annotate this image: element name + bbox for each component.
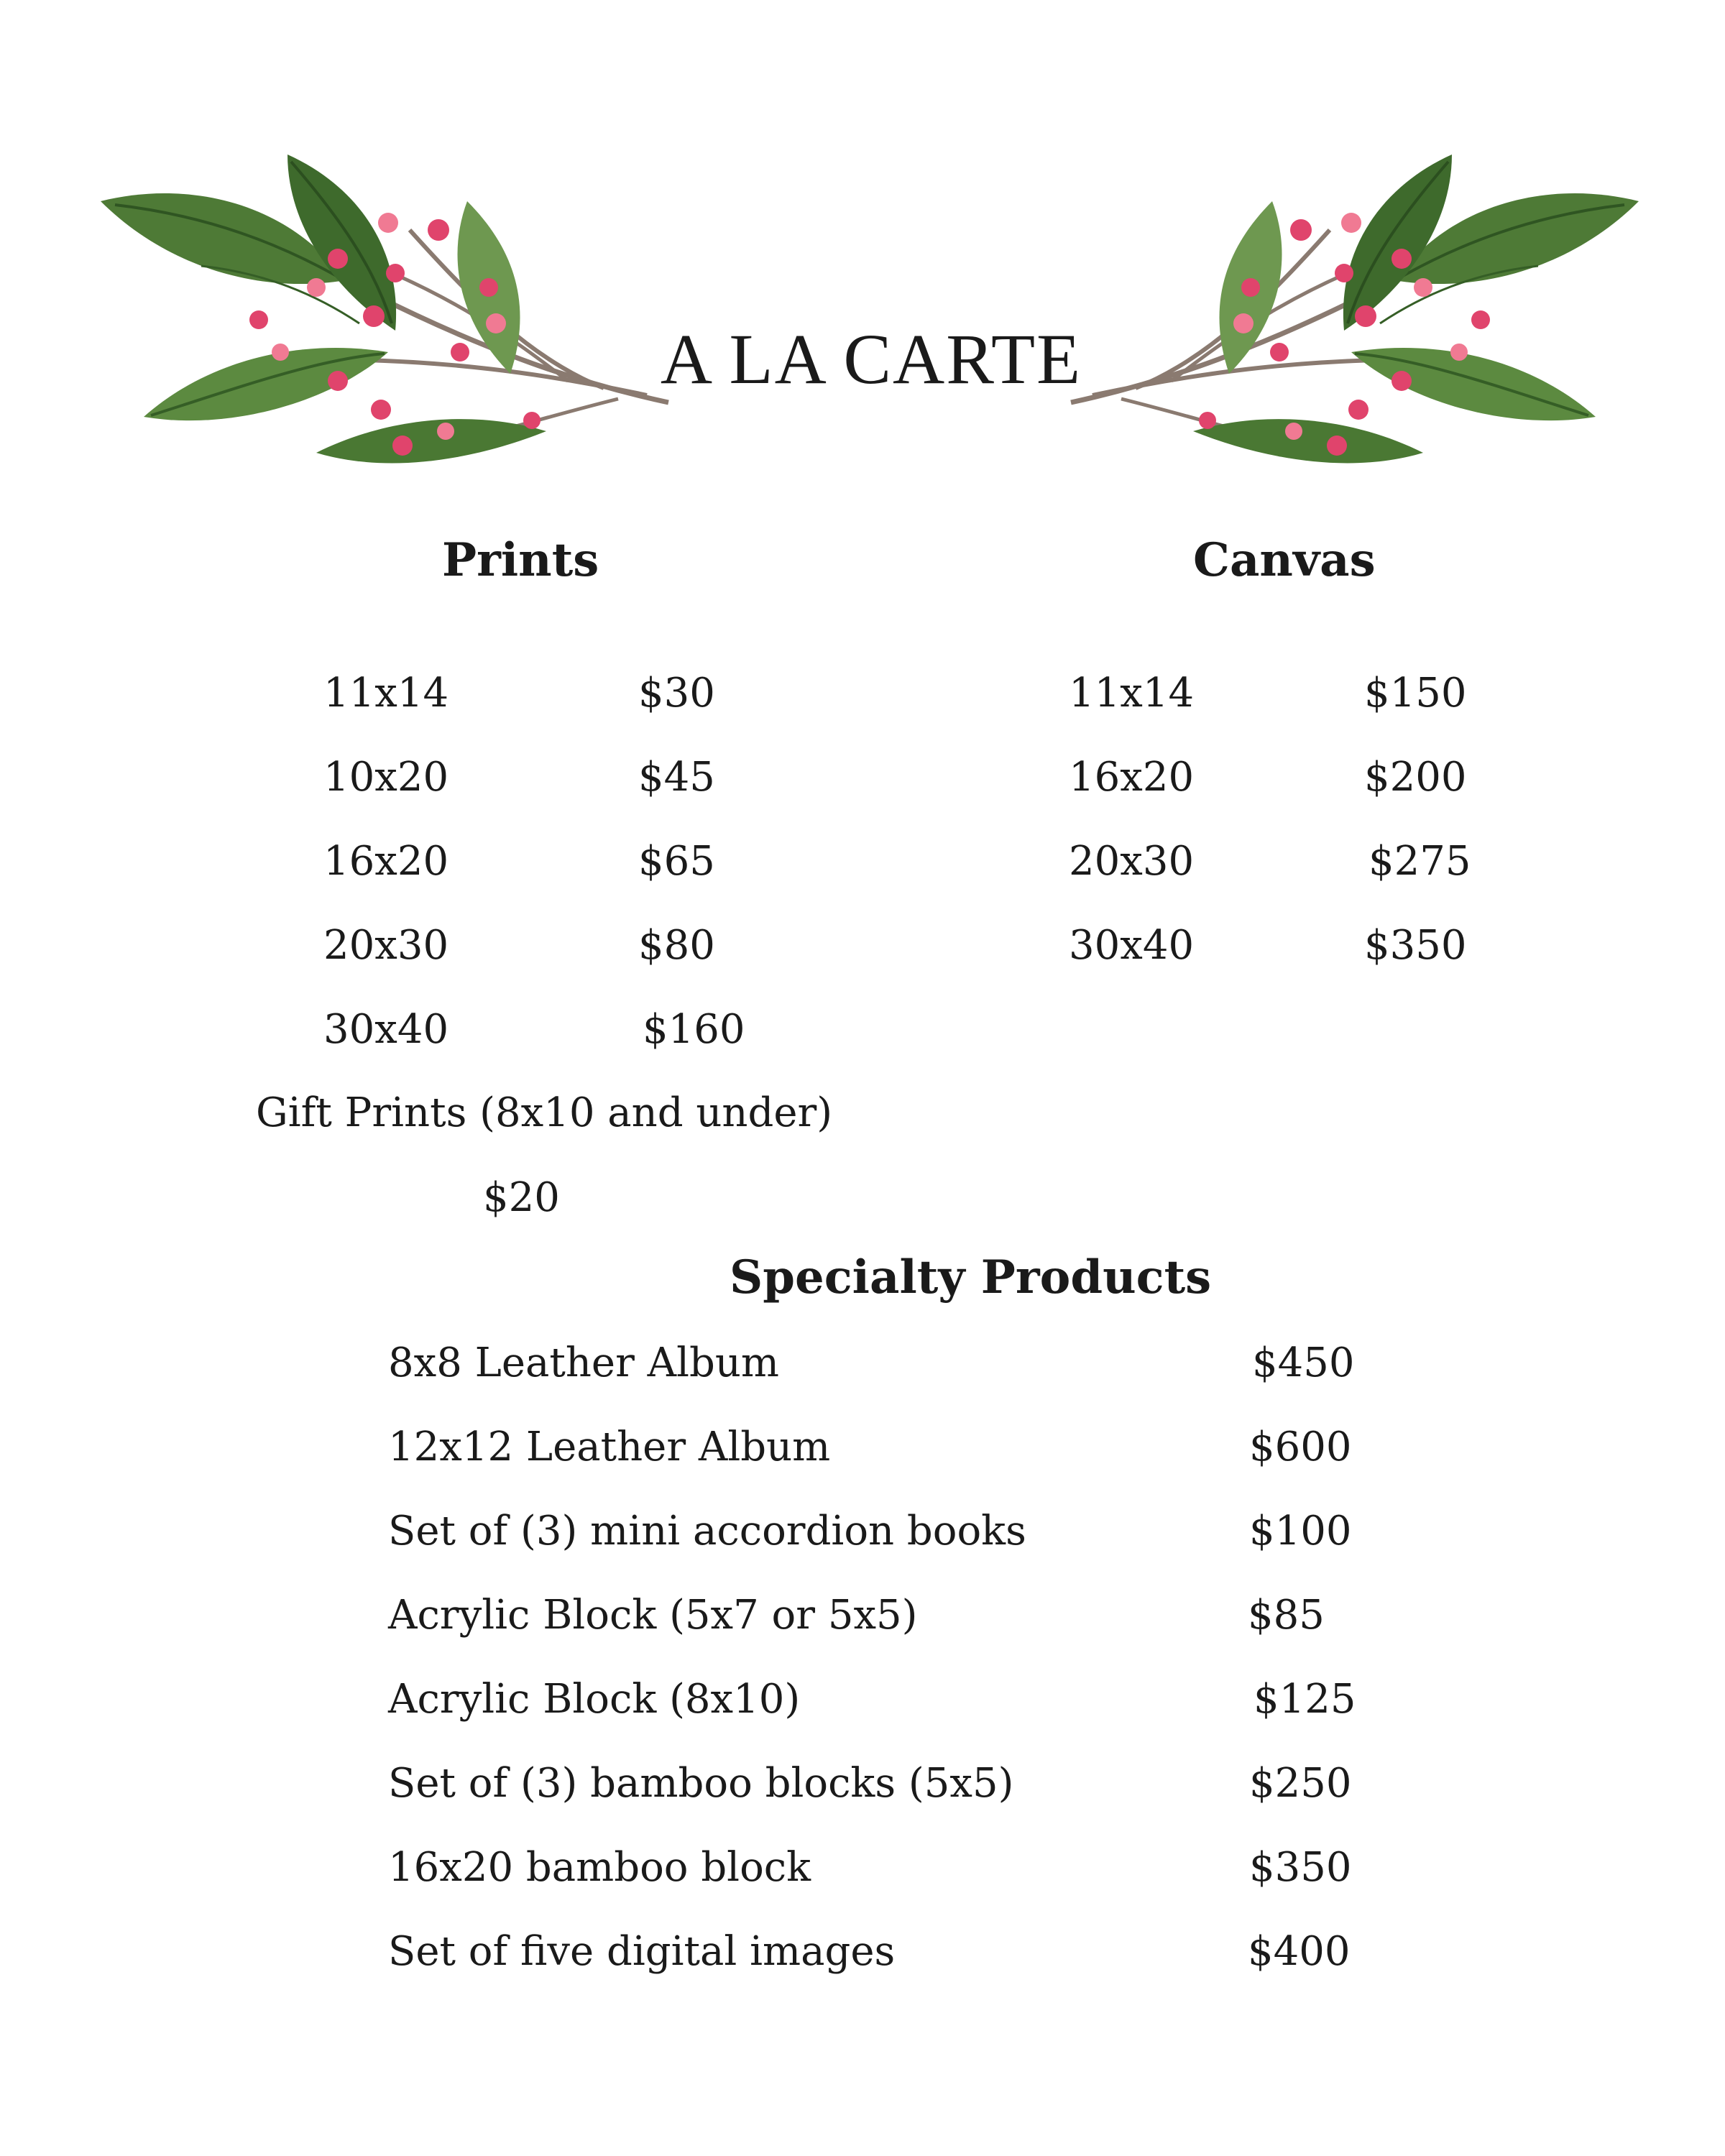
prints-item-price: $80: [638, 922, 715, 969]
canvas-item-size: 30x40: [1069, 922, 1195, 969]
specialty-item-price: $125: [1254, 1676, 1356, 1723]
prints-heading: Prints: [442, 533, 599, 587]
canvas-item-size: 11x14: [1069, 670, 1195, 717]
prints-item-price: $160: [643, 1006, 745, 1053]
prints-item-size: 16x20: [323, 838, 449, 885]
canvas-item-price: $350: [1364, 922, 1467, 969]
specialty-item-price: $85: [1248, 1592, 1325, 1639]
prints-item-price: $30: [638, 670, 715, 717]
gift-prints-price: $20: [483, 1174, 560, 1221]
prints-item-price: $45: [638, 754, 715, 801]
canvas-item-price: $200: [1364, 754, 1467, 801]
specialty-item-name: 8x8 Leather Album: [388, 1340, 780, 1386]
specialty-item-name: Set of (3) mini accordion books: [388, 1508, 1026, 1554]
canvas-item-size: 16x20: [1069, 754, 1195, 801]
specialty-item-name: 16x20 bamboo block: [388, 1844, 811, 1891]
specialty-heading: Specialty Products: [730, 1250, 1212, 1304]
specialty-item-price: $400: [1248, 1928, 1351, 1975]
canvas-item-price: $275: [1368, 838, 1471, 885]
specialty-item-price: $100: [1249, 1508, 1352, 1554]
specialty-item-name: Acrylic Block (5x7 or 5x5): [388, 1592, 918, 1639]
canvas-heading: Canvas: [1193, 533, 1376, 587]
specialty-item-name: Set of (3) bamboo blocks (5x5): [388, 1760, 1014, 1807]
specialty-item-name: Set of five digital images: [388, 1928, 896, 1975]
prints-item-price: $65: [638, 838, 715, 885]
specialty-item-price: $350: [1249, 1844, 1352, 1891]
prints-item-size: 30x40: [323, 1006, 449, 1053]
canvas-item-size: 20x30: [1069, 838, 1195, 885]
canvas-item-price: $150: [1364, 670, 1467, 717]
specialty-item-name: Acrylic Block (8x10): [388, 1676, 801, 1723]
specialty-item-price: $250: [1249, 1760, 1352, 1807]
page-title: A LA CARTE: [660, 319, 1082, 399]
specialty-item-price: $600: [1249, 1424, 1352, 1470]
prints-item-size: 20x30: [323, 922, 449, 969]
specialty-item-price: $450: [1252, 1340, 1355, 1386]
left-berry-branch-icon: [101, 144, 676, 474]
gift-prints-label: Gift Prints (8x10 and under): [256, 1089, 833, 1136]
prints-item-size: 11x14: [323, 670, 449, 717]
prints-item-size: 10x20: [323, 754, 449, 801]
right-berry-branch-icon: [1064, 144, 1639, 474]
specialty-item-name: 12x12 Leather Album: [388, 1424, 831, 1470]
